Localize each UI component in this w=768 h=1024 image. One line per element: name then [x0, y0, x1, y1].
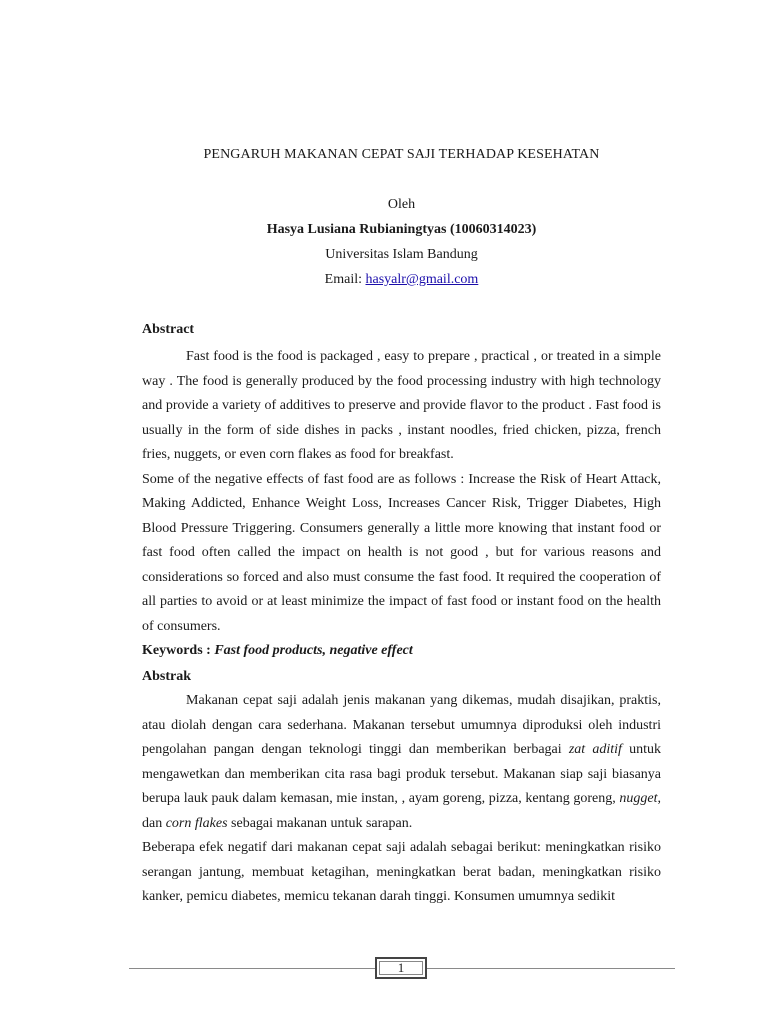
- affiliation: Universitas Islam Bandung: [325, 247, 478, 262]
- email-label: Email:: [324, 272, 366, 287]
- author-name: Hasya Lusiana Rubianingtyas (10060314023): [266, 222, 537, 237]
- abstract-heading: Abstract: [142, 322, 195, 337]
- keywords-label: Keywords :: [142, 643, 215, 658]
- abstract-paragraph-2: Some of the negative effects of fast food are as follows : Increase the Risk of Heart Attack, Making Addicted, Enhance Weight Loss, Increases Cancer Risk, Trigger Diabetes, High Blood Pressure Triggering. Consumers generally a little more knowing that instant food or fast food often called the impact on health is not good , but for various reasons and considerations so forced and also must consume the fast food. It required the cooperation of all parties to avoid or at least minimize the impact of fast food or instant food on the health of consumers.: [142, 471, 661, 634]
- abstrak-text-1: Makanan cepat saji adalah jenis makanan yang dikemas, mudah disajikan, praktis, atau diolah dengan cara sederhana. Makanan tersebut umumnya diproduksi oleh industri pengolahan pangan dengan teknologi tinggi dan memberikan berbagai: [142, 693, 661, 757]
- abstrak-text-2: untuk mengawetkan dan memberikan cita rasa bagi produk tersebut. Makanan siap saji biasanya berupa lauk pauk dalam kemasan, mie instan, , ayam goreng, pizza, kentang goreng,: [142, 742, 661, 806]
- abstrak-paragraph-1: [142, 689, 661, 836]
- page-number: 1: [375, 957, 427, 979]
- abstrak-heading: Abstrak: [142, 668, 192, 684]
- keywords-line: [142, 639, 661, 664]
- abstrak-text-4: sebagai makanan untuk sarapan.: [227, 815, 413, 831]
- abstrak-italic-zat-aditif: zat aditif: [568, 742, 622, 757]
- abstrak-italic-nugget: nugget: [619, 791, 658, 806]
- abstrak-paragraph-2: Beberapa efek negatif dari makanan cepat saji adalah sebagai berikut: meningkatkan risiko serangan jantung, membuat ketagihan, meningkatkan berat badan, meningkatkan risiko kanker, pemicu diabetes, memicu tekanan darah tinggi. Konsumen umumnya sedikit: [142, 840, 661, 904]
- paper-title: PENGARUH MAKANAN CEPAT SAJI TERHADAP KESEHATAN: [203, 147, 600, 162]
- keywords-value: Fast food products, negative effect: [214, 643, 413, 658]
- abstract-paragraph-1: Fast food is the food is packaged , easy to prepare , practical , or treated in a simple way . The food is generally produced by the food processing industry with high technology and provide a variety of additives to preserve and provide flavor to the product . Fast food is usually in the form of side dishes in packs , instant noodles, fried chicken, pizza, french fries, nuggets, or even corn flakes as food for breakfast.: [142, 349, 661, 462]
- email-line: [142, 271, 661, 289]
- abstrak-italic-corn-flakes: corn flakes: [165, 815, 228, 831]
- paper-body: [142, 146, 661, 910]
- by-label: Oleh: [387, 197, 416, 212]
- abstrak-text-3: , dan: [142, 791, 661, 831]
- email-link[interactable]: hasyalr@gmail.com: [365, 272, 479, 287]
